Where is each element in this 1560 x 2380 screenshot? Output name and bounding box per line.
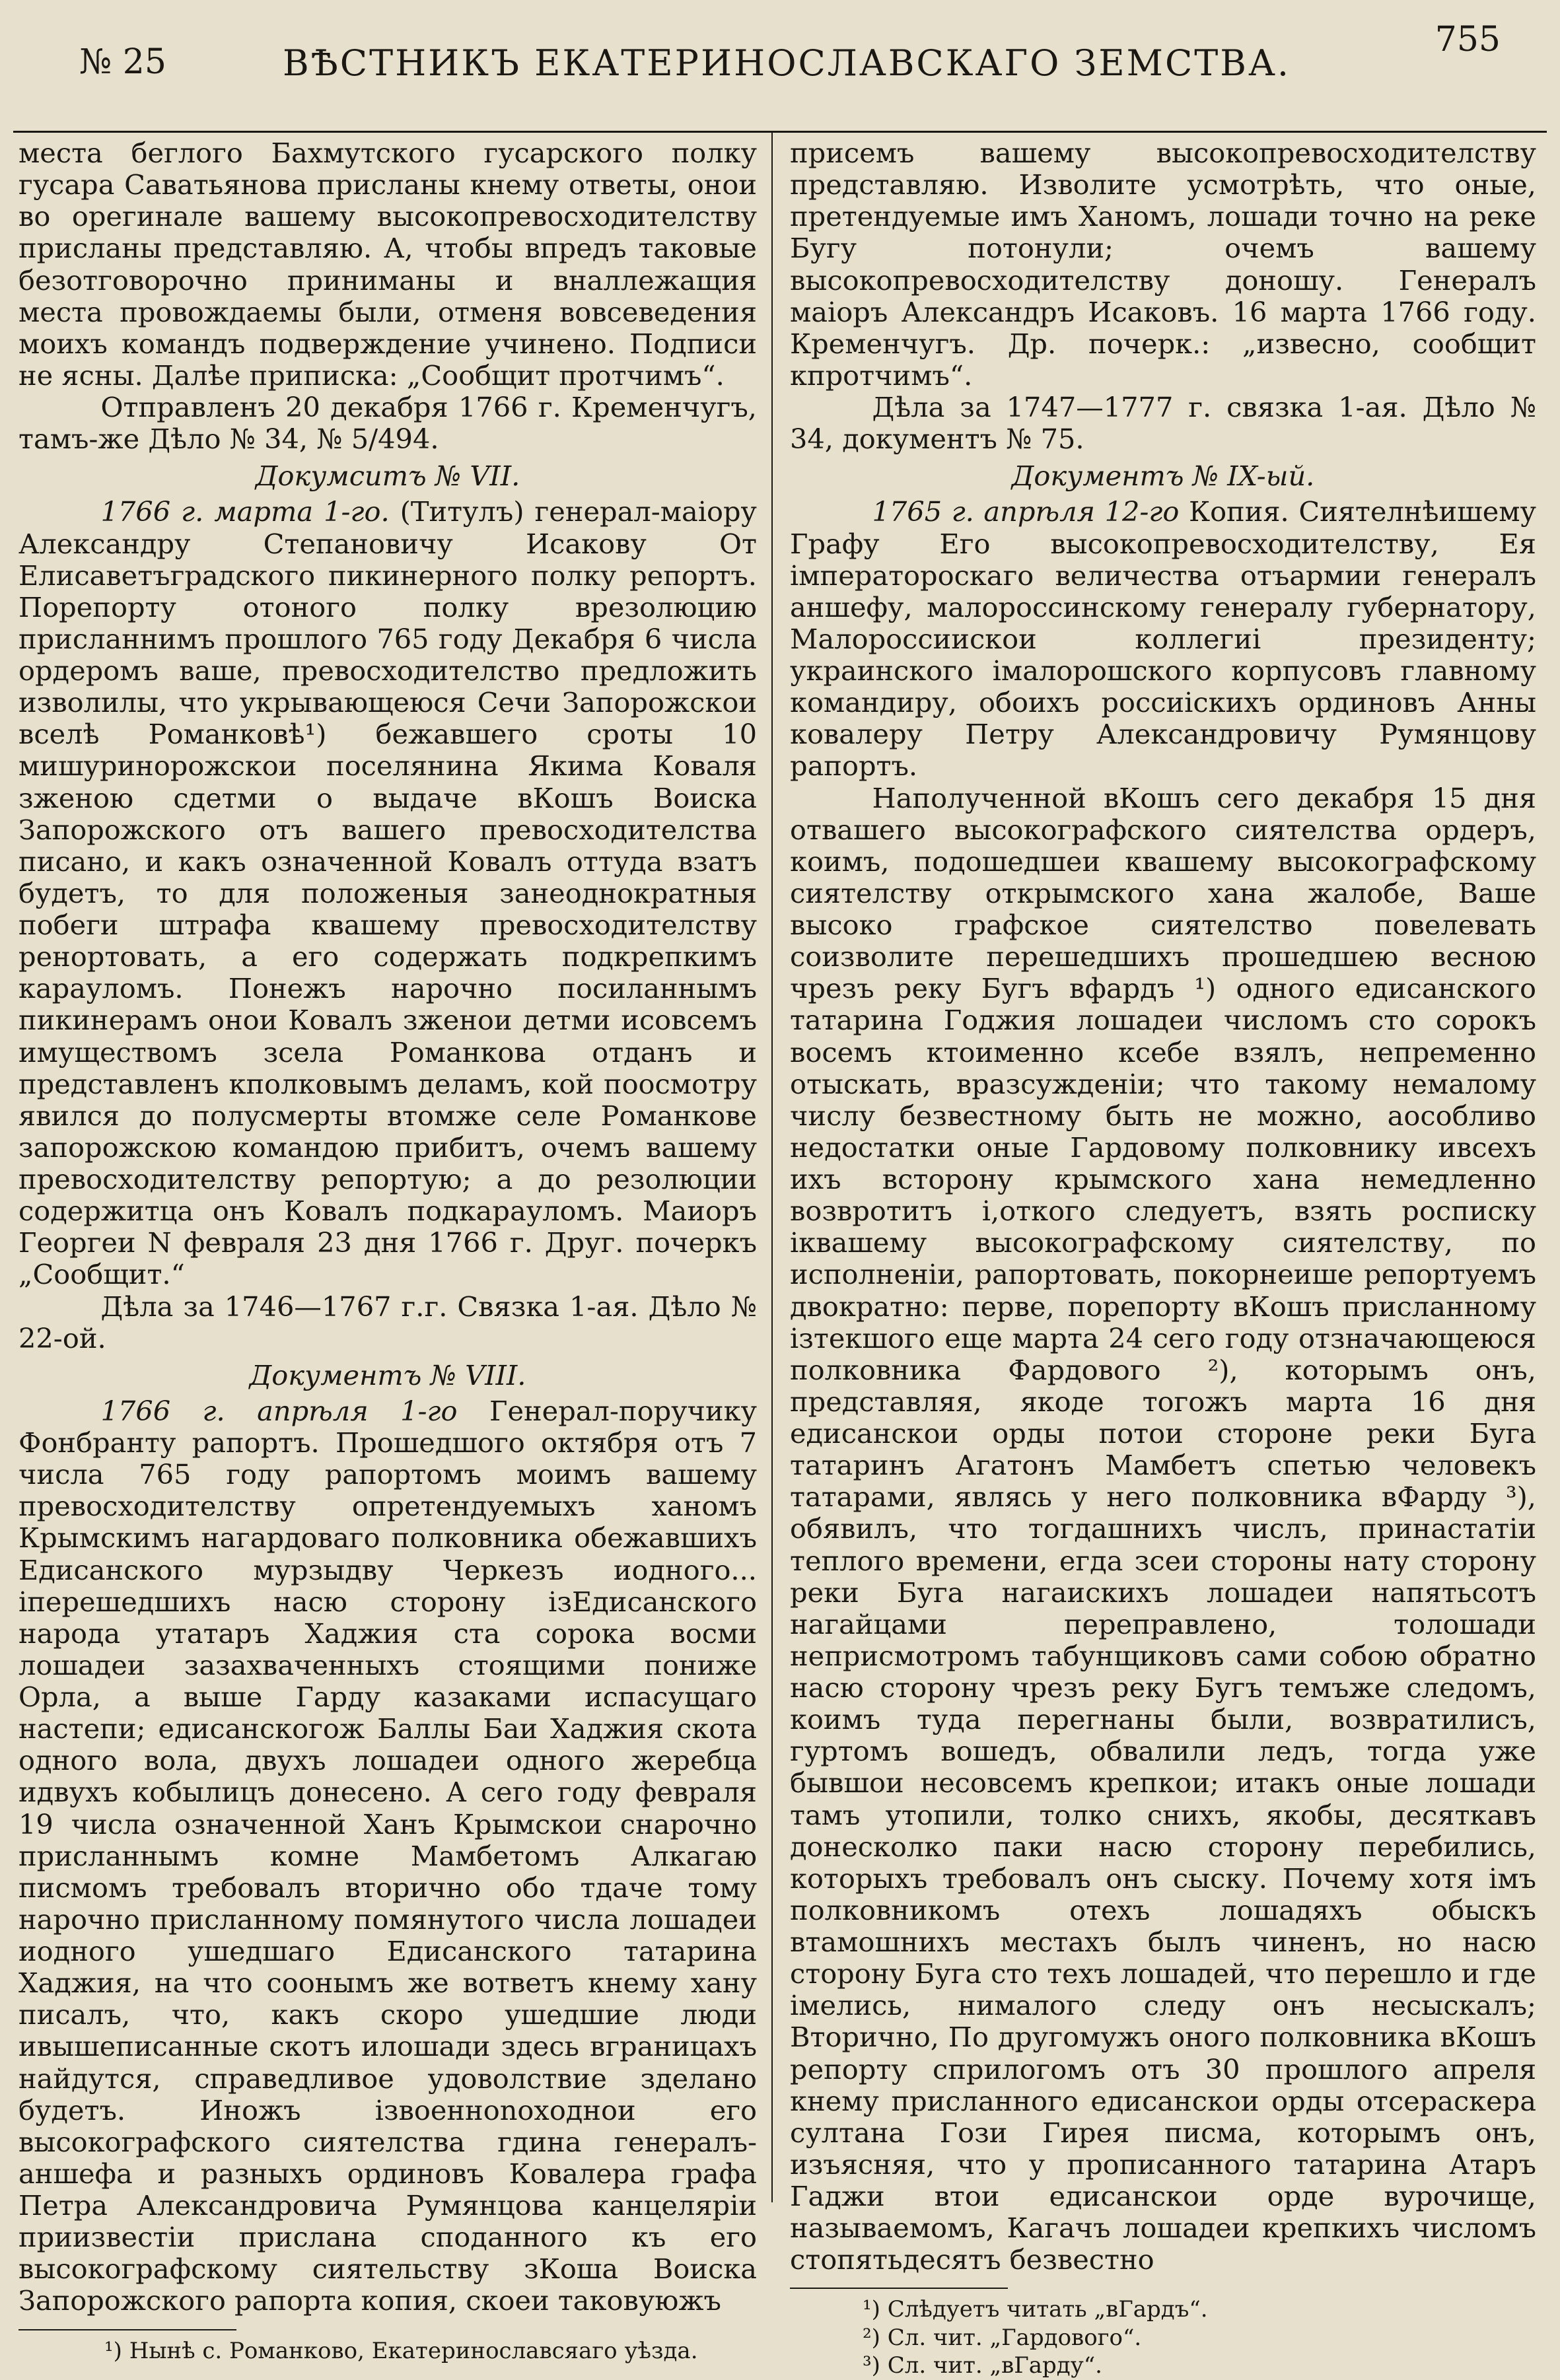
- issue-number: № 25: [79, 42, 166, 82]
- paragraph: присемъ вашему высокопревосходителству представляю. Изволите усмотрѣть, что оные, претендуемые имъ Ханомъ, лошади точно на реке Бугу потонули; очемъ вашему высокопревосходителству доношу. Генералъ маіоръ Александръ Исаковъ. 16 марта 1766 году. Кременчугъ. Др. почерк.: „извесно, сообщит кпротчимъ“.: [790, 137, 1536, 392]
- footnote: ¹) Нынѣ с. Романково, Екатеринославсяаго уѣзда.: [104, 2337, 698, 2364]
- archive-reference: Дѣла за 1746—1767 г.г. Связка 1-ая. Дѣло № 22-ой.: [18, 1290, 757, 1354]
- document-date: 1766 г. марта 1-го.: [100, 495, 390, 528]
- header-rule: [13, 131, 1547, 133]
- paragraph: [790, 496, 1536, 782]
- document-date: 1765 г. апрѣля 12-го: [872, 495, 1180, 528]
- document-heading: Докумситъ № VII.: [255, 460, 520, 493]
- right-column: [790, 137, 1536, 2380]
- paragraph: места беглого Бахмутского гусарского полку гусара Саватьянова присланы кнему ответы, онои во орегинале вашему высокопревосходителству присланы представляю. А, чтобы впредъ таковые безотговорочно приниманы и вналлежащия места провождаемы были, отменя вовсеведения моихъ командъ подверждение учинено. Подписи не ясны. Далѣе приписка: „Сообщит протчимъ“.: [18, 137, 757, 392]
- column-divider: [771, 131, 773, 2202]
- footnote-rule: [18, 2329, 236, 2330]
- footnote: ²) Сл. чит. „Гардового“.: [863, 2324, 1142, 2351]
- footnotes: [18, 2329, 757, 2365]
- paragraph: [18, 1395, 757, 2317]
- document-date: 1766 г. апрѣля 1-го: [100, 1394, 458, 1427]
- paragraph: Отправленъ 20 декабря 1766 г. Кременчугъ, тамъ-же Дѣло № 34, № 5/494.: [18, 391, 757, 456]
- left-column: [18, 137, 757, 2365]
- page-header: [40, 20, 1534, 92]
- paragraph: [18, 496, 757, 1290]
- footnote: ¹) Слѣдуетъ читать „вГардъ“.: [863, 2296, 1208, 2323]
- footnote: ³) Сл. чит. „вГарду“.: [863, 2352, 1102, 2379]
- document-heading: Документъ № IX-ый.: [1011, 460, 1315, 493]
- document-heading: Документъ № VIII.: [249, 1358, 526, 1391]
- footnote-rule: [790, 2288, 1008, 2289]
- footnotes: [790, 2288, 1536, 2380]
- journal-title: ВѢСТНИКЪ ЕКАТЕРИНОСЛАВСКАГО ЗЕМСТВА.: [282, 42, 1291, 84]
- document-text: (Титулъ) генерал-маіору Александру Степановичу Исакову От Елисаветъградского пикинерного полку репортъ. Порепорту отоного полку врезолюцию присланнимъ прошлого 765 году Декабря 6 числа ордеромъ ваше, превосходителство предложить изволилы, что укрывающеюся Сечи Запорожскои вселѣ Романковѣ¹) бежавшего сроты 10 мишуринорожскои поселянина Якима Коваля зженою сдетми о выдаче вКошъ Воиска Запорожского отъ вашего превосходителства писано, и какъ означенной Ковалъ оттуда взатъ будетъ, то для положеныя занеоднократныя побеги штрафа квашему превосходителству ренортовать, а его содержать подкрепкимъ карауломъ. Понежъ нарочно посиланнымъ пикинерамъ онои Ковалъ зженои детми исовсемъ имуществомъ зсела Романкова отданъ и представленъ кполковымъ деламъ, кой поосмотру явился до полусмерты втомже селе Романкове запорожскою командою прибитъ, очемъ вашему превосходителству репортую; а до резолюции содержитца онъ Ковалъ подкарауломъ. Маиоръ Георгеи N февраля 23 дня 1766 г. Друг. почеркъ „Сообщит.“: [18, 495, 757, 1291]
- document-text: Копия. Сиятелнѣишему Графу Его высокопревосходителству, Ея імператороскаго величества отъармии генералъ аншефу, малороссинскому генералу губернатору, Малороссиискои коллегиі президенту; украинского імалорошского корпусовъ главному командиру, обоихъ россиіскихъ ординовъ Анны ковалеру Петру Александровичу Румянцову рапортъ.: [790, 495, 1536, 783]
- page-number: 755: [1435, 20, 1501, 59]
- document-text: Генерал-поручику Фонбранту рапортъ. Прошедшого октября отъ 7 числа 765 году рапортомъ моимъ вашему превосходителству опретендуемыхъ ханомъ Крымскимъ нагардоваго полковника обежавшихъ Едисанского мурзыдву Черкезъ иодного... іперешедшихъ насю сторону ізЕдисанского народа утатаръ Хаджия ста сорока восми лошадеи зазахваченныхъ стоящими пониже Орла, а выше Гарду казаками испасущаго настепи; едисанскогож Баллы Баи Хаджия скота одного вола, двухъ лошадеи одного жеребца идвухъ кобылицъ донесено. А сего году февраля 19 числа означенной Ханъ Крымскои снарочно присланнымъ комне Мамбетомъ Алкагаю писмомъ требовалъ вторично обо тдаче тому нарочно присланному помянутого числа лошадеи иодного ушедшаго Едисанского татарина Хаджия, на что соонымъ же вответъ кнему хану писалъ, что, какъ скоро ушедшие люди ивышеписанные скотъ илошади здесь вграницахъ найдутся, справедливое удоволствие зделано будетъ. Иножъ ізвоенноnоходнои его высокографского сиятелства гдина генералъ-аншефа и разныхъ ординовъ Ковалера графа Петра Александровича Румянцова канцелярiи приизвестiи прислана споданного къ его высокографскому сиятельству зКоша Воиска Запорожского рапорта копия, скоеи таковуюжъ: [18, 1394, 757, 2317]
- paragraph: Наполученной вКошъ сего декабря 15 дня отвашего высокографского сиятелства ордеръ, коимъ, подошедшеи квашему высокографскому сиятелству открымского хана жалобе, Ваше высоко графское сиятелство повелевать соизволите перешедшихъ прошедшею весною чрезъ реку Бугъ вфардъ ¹) одного едисанского татарина Годжия лошадеи числомъ сто сорокъ восемъ ктоименно ксебе взялъ, непременно отыскать, вразсужденіи; что такому немалому числу безвестному быть не можно, аособливо недостатки оные Гардовому полковнику ивсехъ ихъ всторону крымского хана немедленно возвротитъ і,откого следуетъ, взять росписку іквашему высокографскому сиятелству, по исполненіи, рапортовать, покорнеише репортуемъ двократно: перве, порепорту вКошъ присланному ізтекшого еще марта 24 сего году отзначающеюся полковника Фардового ²), которымъ онъ, представляя, якоде тогожъ марта 16 дня едисанскои орды потои стороне реки Буга татаринъ Агатонъ Мамбетъ спетью человекъ татарами, являсь у него полковника вФарду ³), обявилъ, что тогдашнихъ числъ, принастатіи теплого времени, егда зсеи стороны нату сторону реки Буга нагаискихъ лошадеи напятьсотъ нагайцами переправлено, толошади неприсмотромъ табунщиковъ сами собою обратно насю сторону чрезъ реку Бугъ темъже следомъ, коимъ туда перегнаны были, возвратилисъ, гуртомъ вошедъ, обвалили ледъ, тогда уже бывшои несовсемъ крепкои; итакъ оные лошади тамъ утопили, толко снихъ, якобы, десяткавъ донесколко паки насю сторону перебились, которыхъ требовалъ онъ сыску. Почему хотя імъ полковникомъ отехъ лошадяхъ обыскъ втамошнихъ местахъ былъ чиненъ, но насю сторону Буга сто техъ лошадей, что перешло и где імелись, нималого следу онъ несыскалъ; Вторично, По другомужъ оного полковника вКошъ репорту сприлогомъ отъ 30 прошлого апреля кнему присланного едисанскои орды отсераскера султана Гози Гирея писма, которымъ онъ, изъясняя, что у прописанного татарина Атаръ Гаджи втои едисанскои орде вурочище, называемомъ, Кагачъ лошадеи крепкихъ числомъ стопятьдесятъ безвестно: [790, 781, 1536, 2276]
- archive-reference: Дѣла за 1747—1777 г. связка 1-ая. Дѣло № 34, документъ № 75.: [790, 391, 1536, 456]
